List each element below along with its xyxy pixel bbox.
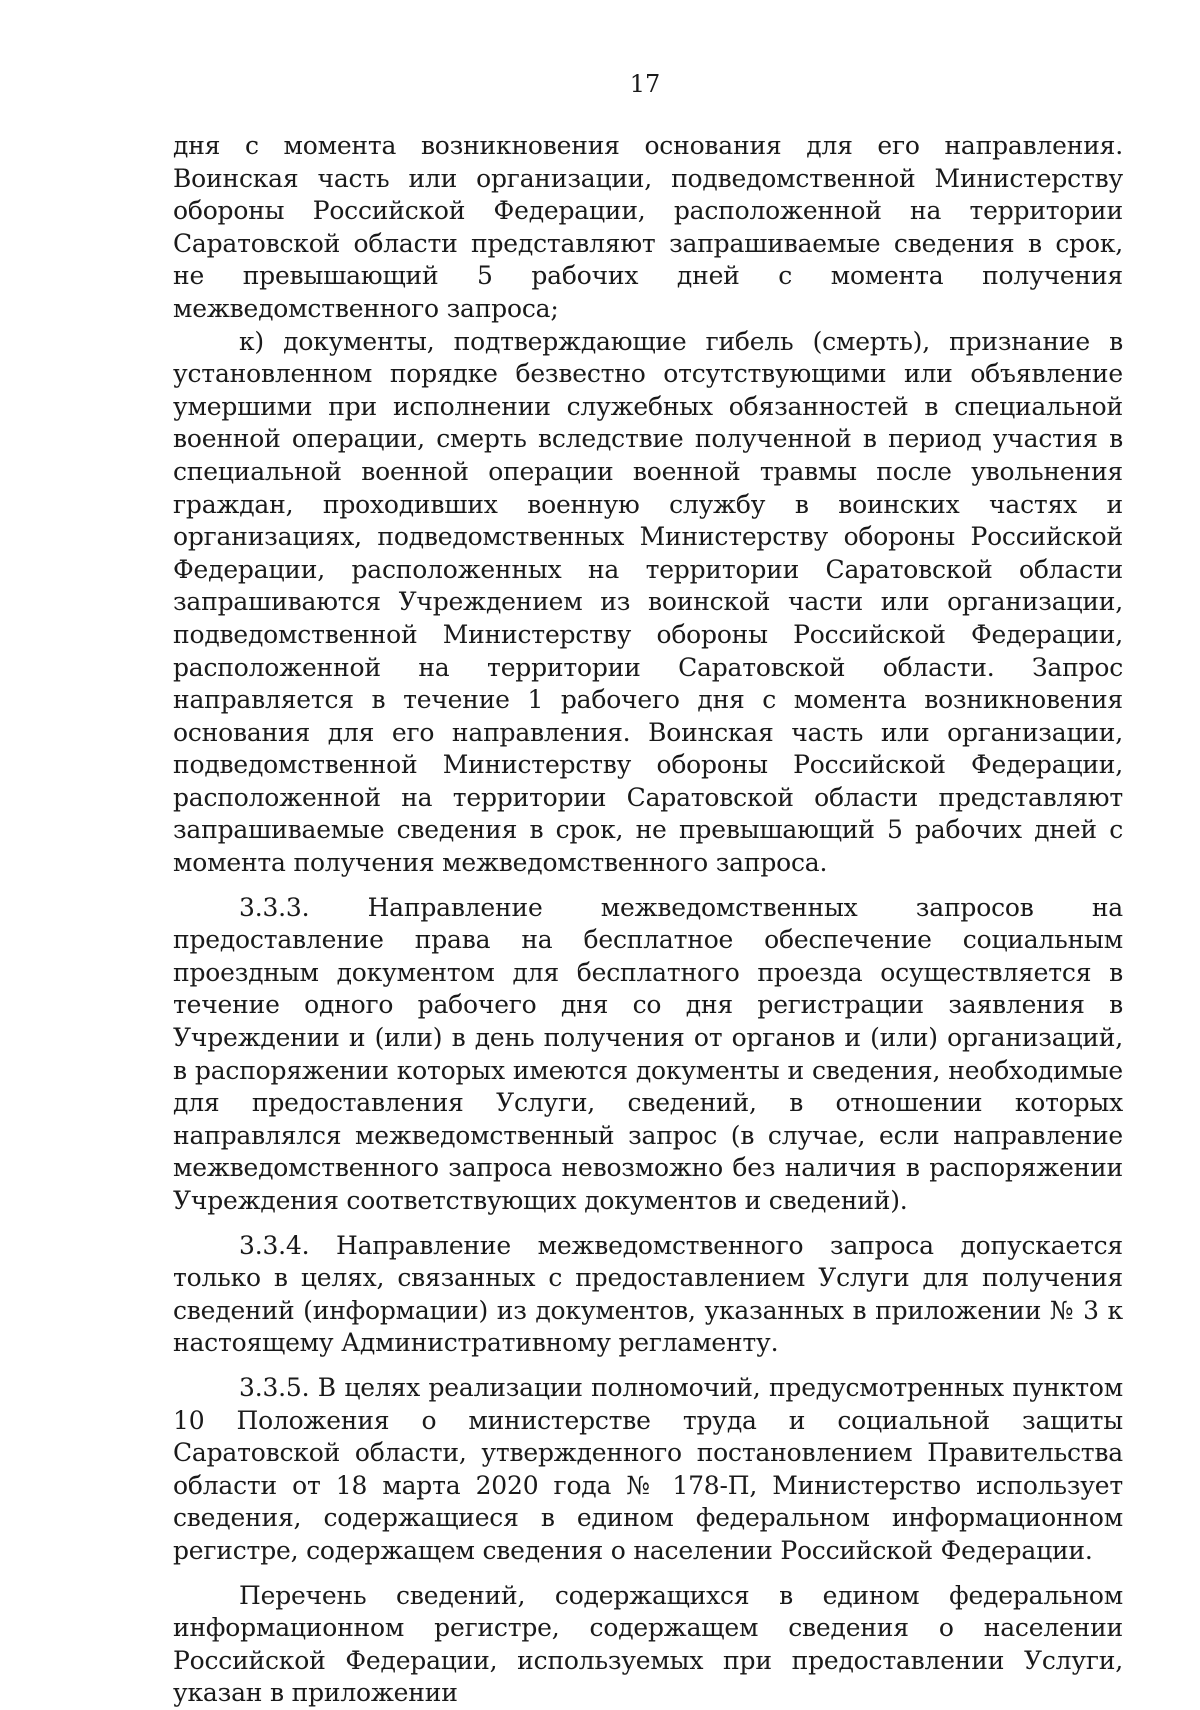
paragraph-item-k: к) документы, подтверждающие гибель (смерть), признание в установленном порядке безвестно отсутствующими или объявление умершими при исполнении служебных обязанностей в специальной военной операции, смерть вследствие полученной в период участия в специальной военной операции военной травмы после увольнения граждан, проходивших военную службу в воинских частях и организациях, подведомственных Министерству обороны Российской Федерации, расположенных на территории Саратовской области запрашиваются Учреждением из воинской части или организации, подведомственной Министерству обороны Российской Федерации, расположенной на территории Саратовской области. Запрос направляется в течение 1 рабочего дня с момента возникновения основания для его направления. Воинская часть или организации, подведомственной Министерству обороны Российской Федерации, расположенной на территории Саратовской области представляют запрашиваемые сведения в срок, не превышающий 5 рабочих дней с момента получения межведомственного запроса. xyxy=(173,326,1123,878)
paragraph-list-of-data: Перечень сведений, содержащихся в едином федеральном информационном регистре, содержащем сведения о населении Российской Федерации, используемых при предоставлении Услуги, указан в приложении xyxy=(173,1580,1123,1708)
paragraph-continuation: дня с момента возникновения основания для его направления. Воинская часть или организации, подведомственной Министерству обороны Российской Федерации, расположенной на территории Саратовской области представляют запрашиваемые сведения в срок, не превышающий 5 рабочих дней с момента получения межведомственного запроса; xyxy=(173,131,1123,323)
paragraph-3-3-3: 3.3.3. Направление межведомственных запросов на предоставление права на бесплатное обеспечение социальным проездным документом для бесплатного проезда осуществляется в течение одного рабочего дня со дня регистрации заявления в Учреждении и (или) в день получения от органов и (или) организаций, в распоряжении которых имеются документы и сведения, необходимые для предоставления Услуги, сведений, в отношении которых направлялся межведомственный запрос (в случае, если направление межведомственного запроса невозможно без наличия в распоряжении Учреждения соответствующих документов и сведений). xyxy=(173,892,1123,1215)
document-body xyxy=(173,130,1123,1710)
paragraph-3-3-4: 3.3.4. Направление межведомственного запроса допускается только в целях, связанных с предоставлением Услуги для получения сведений (информации) из документов, указанных в приложении № 3 к настоящему Административному регламенту. xyxy=(173,1230,1123,1358)
paragraph-3-3-5: 3.3.5. В целях реализации полномочий, предусмотренных пунктом 10 Положения о министерстве труда и социальной защиты Саратовской области, утвержденного постановлением Правительства области от 18 марта 2020 года № 178-П, Министерство использует сведения, содержащиеся в едином федеральном информационном регистре, содержащем сведения о населении Российской Федерации. xyxy=(173,1372,1123,1565)
page-number: 17 xyxy=(629,70,661,98)
